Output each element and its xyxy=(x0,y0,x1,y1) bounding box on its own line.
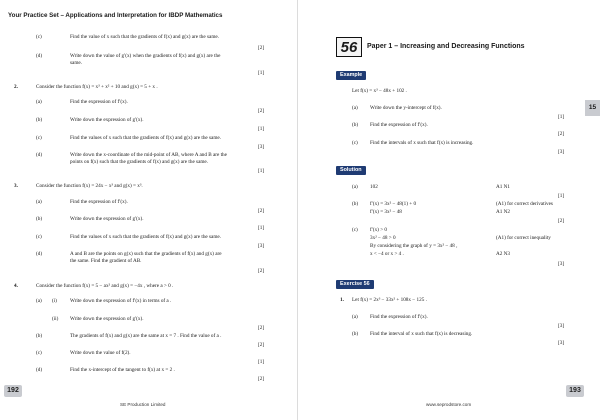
marks: [3] xyxy=(558,323,565,329)
solution-step: f′(x) > 0 xyxy=(370,227,388,233)
question-part-label: (d) xyxy=(36,367,43,373)
marks: [3] xyxy=(558,261,565,267)
question-number: 2. xyxy=(14,84,18,90)
example-intro: Let f(x) = x³ − 48x + 102 . xyxy=(352,88,407,94)
exercise-part-text: Find the expression of f′(x). xyxy=(370,314,428,320)
marks: [3] xyxy=(258,144,265,150)
question-number: 1. xyxy=(340,297,344,303)
question-part-label: (c) xyxy=(36,350,42,356)
left-page xyxy=(0,0,298,420)
page-number: 192 xyxy=(4,385,22,397)
question-part-label: (b) xyxy=(36,216,43,222)
exercise-label: Exercise 56 xyxy=(336,280,374,289)
question-part-text: Find the x-intercept of the tangent to f(x) at x = 2 . xyxy=(70,367,175,373)
question-part-text: The gradients of f(x) and g(x) are the same at x = 7 . Find the value of a . xyxy=(70,333,222,339)
question-part-label: (a) xyxy=(36,99,42,105)
marks: [1] xyxy=(258,168,265,174)
chapter-title: Paper 1 – Increasing and Decreasing Functions xyxy=(367,43,525,50)
chapter-side-tab: 15 xyxy=(585,100,600,116)
question-part-text: same. xyxy=(70,60,82,66)
example-label: Example xyxy=(336,71,366,80)
marks: [1] xyxy=(258,359,265,365)
solution-step: f′(x) = 3x² − 48(1) + 0 xyxy=(370,201,417,207)
question-part-text: Write down the value of g′(x) when the gradients of f(x) and g(x) are the xyxy=(70,53,221,59)
question-part-label: (d) xyxy=(36,251,43,257)
question-part-label: (c) xyxy=(36,135,42,141)
marks: [2] xyxy=(258,376,265,382)
marking-award: A1 N1 xyxy=(496,184,510,190)
question-stem: Consider the function f(x) = 24x − x³ and g(x) = x³. xyxy=(36,183,143,189)
marks: [1] xyxy=(258,70,265,76)
question-part-text: Write down the value of f(2). xyxy=(70,350,131,356)
marks: [1] xyxy=(558,193,565,199)
exercise-part-label: (a) xyxy=(352,314,358,320)
solution-step: By considering the graph of y = 3x² − 48 , xyxy=(370,243,458,249)
question-part-label: (d) xyxy=(36,152,43,158)
marks: [2] xyxy=(258,45,265,51)
question-part-text: Find the expression of f′(x). xyxy=(70,199,128,205)
question-part-label: (d) xyxy=(36,53,43,59)
marks: [2] xyxy=(258,108,265,114)
marks: [3] xyxy=(558,340,565,346)
marks: [1] xyxy=(258,126,265,132)
question-part-text: Write down the expression of g′(x). xyxy=(70,216,144,222)
question-stem: Consider the function f(x) = 5 − ax² and g(x) = −4x , where a > 0 . xyxy=(36,283,174,289)
example-part-label: (b) xyxy=(352,122,359,128)
question-part-label: (b) xyxy=(36,333,43,339)
solution-part-label: (a) xyxy=(352,184,358,190)
marking-award: A2 N3 xyxy=(496,251,510,257)
footer-publisher: SE Production Limited xyxy=(120,402,166,407)
example-part-text: Write down the y-intercept of f(x). xyxy=(370,105,442,111)
exercise-stem: Let f(x) = 2x³ − 33x² + 108x − 125 . xyxy=(352,297,427,303)
question-part-text: Find the expression of f′(x). xyxy=(70,99,128,105)
question-part-text: Find the value of x such that the gradients of f(x) and g(x) are the same. xyxy=(70,34,219,40)
question-subpart-label: (i) xyxy=(52,298,57,304)
example-part-label: (a) xyxy=(352,105,358,111)
marks: [2] xyxy=(258,268,265,274)
solution-step: x < −4 or x > 4 . xyxy=(370,251,404,257)
marks: [1] xyxy=(258,225,265,231)
marks: [3] xyxy=(558,149,565,155)
book-header-title: Your Practice Set – Applications and Interpretation for IBDP Mathematics xyxy=(8,12,223,19)
question-part-label: (a) xyxy=(36,199,42,205)
marks: [1] xyxy=(558,114,565,120)
question-part-text: Write down the expression of f′(x) in terms of a . xyxy=(70,298,172,304)
exercise-part-label: (b) xyxy=(352,331,359,337)
footer-website: www.seprodstore.com xyxy=(426,402,472,407)
solution-label: Solution xyxy=(336,166,366,175)
solution-step: f′(x) = 3x² − 48 xyxy=(370,209,402,215)
question-part-text: points on f(x) such that the gradients of f(x) and g(x) are the same. xyxy=(70,159,209,165)
marking-award: A1 N2 xyxy=(496,209,510,215)
question-part-text: Find the values of x such that the gradients of f(x) and g(x) are the same. xyxy=(70,234,221,240)
example-part-text: Find the intervals of x such that f(x) is increasing. xyxy=(370,140,474,146)
marks: [2] xyxy=(558,218,565,224)
exercise-part-text: Find the interval of x such that f(x) is decreasing. xyxy=(370,331,473,337)
question-part-label: (a) xyxy=(36,298,42,304)
marks: [2] xyxy=(258,208,265,214)
question-part-text: Write down the x-coordinate of the mid-point of AB, where A and B are the xyxy=(70,152,227,158)
question-part-label: (b) xyxy=(36,117,43,123)
solution-part-label: (b) xyxy=(352,201,359,207)
marks: [3] xyxy=(258,243,265,249)
question-part-text: Write down the expression of g′(x). xyxy=(70,117,144,123)
question-number: 3. xyxy=(14,183,18,189)
question-stem: Consider the function f(x) = x³ + x² + 10 and g(x) = 5 + x . xyxy=(36,84,158,90)
question-number: 4. xyxy=(14,283,18,289)
example-part-text: Find the expression of f′(x). xyxy=(370,122,428,128)
example-part-label: (c) xyxy=(352,140,358,146)
marking-award: (A1) for correct inequality xyxy=(496,235,551,241)
page-number: 193 xyxy=(566,385,584,397)
chapter-number: 56 xyxy=(336,37,362,57)
marks: [2] xyxy=(558,131,565,137)
right-page xyxy=(300,0,600,420)
question-subpart-label: (ii) xyxy=(52,316,59,322)
solution-step: 102 xyxy=(370,184,378,190)
question-part-text: A and B are the points on g(x) such that the gradients of f(x) and g(x) are xyxy=(70,251,222,257)
marks: [2] xyxy=(258,325,265,331)
solution-step: 3x² − 48 > 0 xyxy=(370,235,396,241)
question-part-label: (c) xyxy=(36,234,42,240)
question-part-label: (c) xyxy=(36,34,42,40)
solution-part-label: (c) xyxy=(352,227,358,233)
marking-award: (A1) for correct derivatives xyxy=(496,201,553,207)
question-part-text: Find the values of x such that the gradients of f(x) and g(x) are the same. xyxy=(70,135,221,141)
question-part-text: the same. Find the gradient of AB. xyxy=(70,258,142,264)
question-part-text: Write down the expression of g′(x). xyxy=(70,316,144,322)
marks: [2] xyxy=(258,342,265,348)
